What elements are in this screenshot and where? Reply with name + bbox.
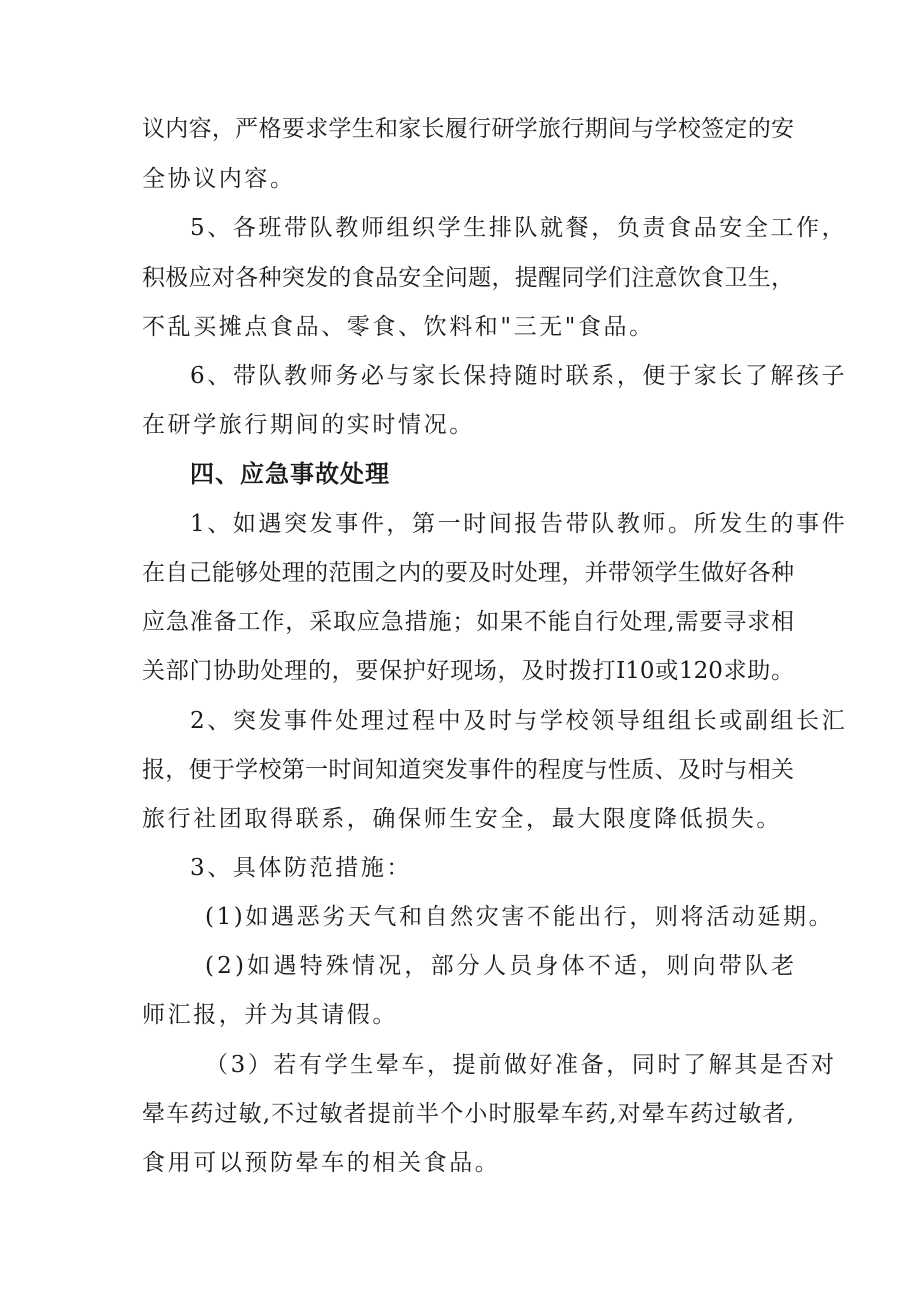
paragraph-6-line: 6、带队教师务必与家长保持随时联系，便于家长了解孩子 bbox=[190, 363, 848, 389]
text-line: 积极应对各种突发的食品安全问题，提醒同学们注意饮食卫生， bbox=[142, 265, 794, 291]
text-line: 晕车药过敏,不过敏者提前半个小时服晕车药,对晕车药过敏者, bbox=[142, 1101, 794, 1127]
text-line: 应急准备工作，采取应急措施；如果不能自行处理,需要寻求相 bbox=[142, 609, 794, 635]
measure-1-line: (1)如遇恶劣天气和自然灾害不能出行，则将活动延期。 bbox=[205, 904, 835, 930]
paragraph-5-line: 5、各班带队教师组织学生排队就餐，负责食品安全工作， bbox=[190, 215, 848, 241]
text-line: 不乱买摊点食品、零食、饮料和"三无"食品。 bbox=[142, 314, 655, 340]
text-line: 全协议内容。 bbox=[142, 166, 296, 192]
measure-2-line: (2)如遇特殊情况，部分人员身体不适，则向带队老 bbox=[205, 953, 798, 979]
text-line: 食用可以预防晕车的相关食品。 bbox=[142, 1150, 501, 1176]
text-line: 关部门协助处理的，要保护好现场，及时拨打I10或120求助。 bbox=[142, 658, 794, 684]
paragraph-2-line: 2、突发事件处理过程中及时与学校领导组组长或副组长汇 bbox=[190, 708, 848, 734]
text-line: 议内容，严格要求学生和家长履行研学旅行期间与学校签定的安 bbox=[142, 116, 794, 142]
measure-3-line: （3）若有学生晕车，提前做好准备，同时了解其是否对 bbox=[205, 1052, 837, 1078]
text-line: 在研学旅行期间的实时情况。 bbox=[142, 412, 475, 438]
paragraph-1-line: 1、如遇突发事件，第一时间报告带队教师。所发生的事件 bbox=[190, 511, 848, 537]
section-heading: 四、应急事故处理 bbox=[190, 460, 390, 488]
text-line: 师汇报，并为其请假。 bbox=[142, 1002, 398, 1028]
text-line: 报，便于学校第一时间知道突发事件的程度与性质、及时与相关 bbox=[142, 757, 794, 783]
paragraph-3-line: 3、具体防范措施： bbox=[190, 855, 413, 881]
text-line: 在自己能够处理的范围之内的要及时处理，并带领学生做好各种 bbox=[142, 560, 794, 586]
text-line: 旅行社团取得联系，确保师生安全，最大限度降低损失。 bbox=[142, 806, 782, 832]
